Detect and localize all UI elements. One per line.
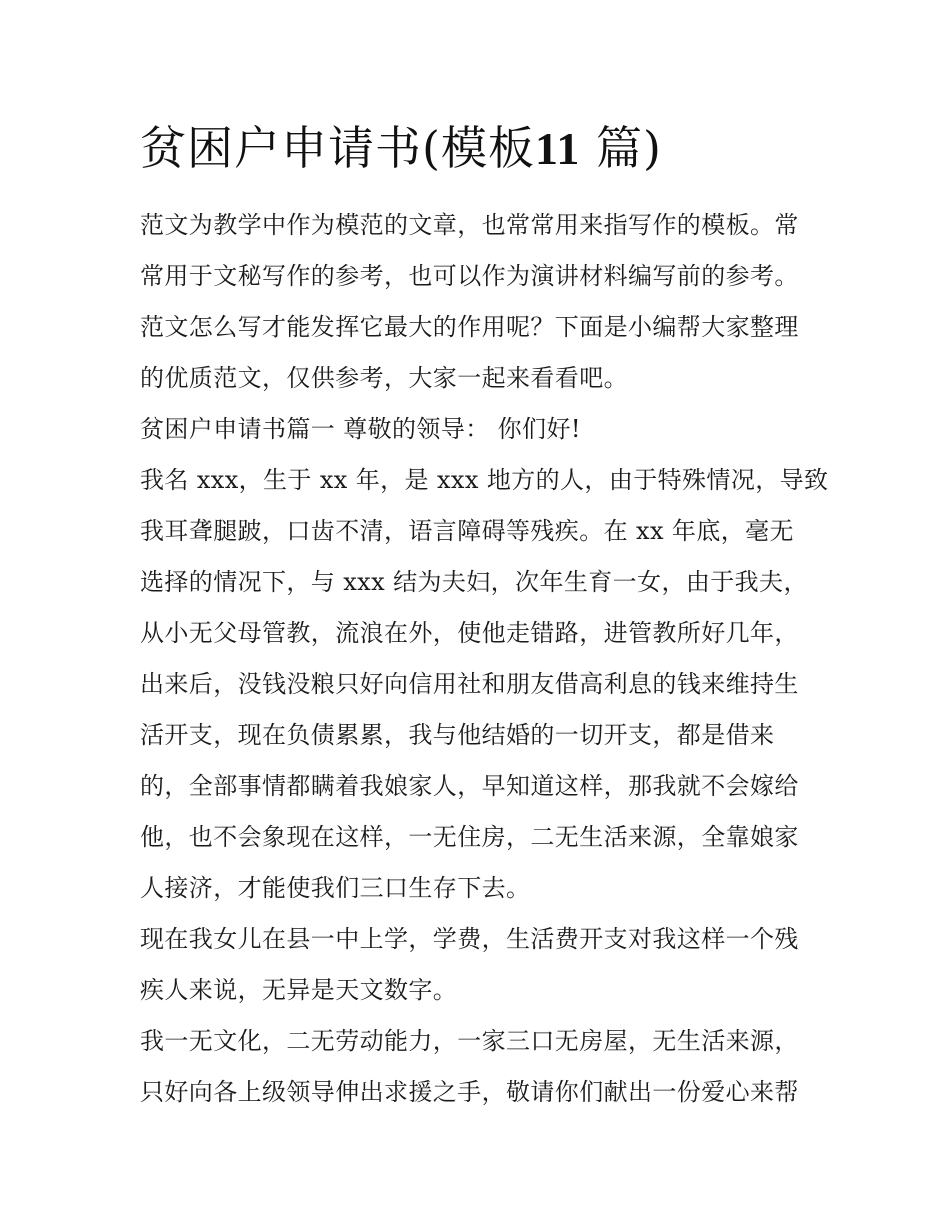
body-line: 他，也不会象现在这样，一无住房，二无生活来源，全靠娘家 <box>140 823 799 851</box>
body-line: 选择的情况下，与 xxx 结为夫妇，次年生育一女，由于我夫， <box>140 568 808 596</box>
body-line: 人接济，才能使我们三口生存下去。 <box>140 874 531 902</box>
intro-line-1: 范文为教学中作为模范的文章，也常常用来指写作的模板。常 <box>140 211 799 239</box>
section-heading-line: 贫困户申请书篇一 尊敬的领导： 你们好! <box>140 415 581 443</box>
body-line: 我耳聋腿跛，口齿不清，语言障碍等残疾。在 xx 年底，毫无 <box>140 517 794 545</box>
document-title <box>140 118 662 179</box>
body-line: 出来后，没钱没粮只好向信用社和朋友借高利息的钱来维持生 <box>140 670 799 698</box>
title-suffix: 篇) <box>596 121 662 175</box>
title-number: 11 <box>534 123 581 174</box>
body-line: 只好向各上级领导伸出求援之手，敬请你们献出一份爱心来帮 <box>140 1078 799 1106</box>
intro-line-2: 常用于文秘写作的参考，也可以作为演讲材料编写前的参考。 <box>140 262 799 290</box>
document-body <box>140 200 829 1118</box>
title-space <box>580 121 596 175</box>
body-line: 活开支，现在负债累累，我与他结婚的一切开支，都是借来 <box>140 721 775 749</box>
intro-line-4: 的优质范文，仅供参考，大家一起来看看吧。 <box>140 364 628 392</box>
body-line: 的，全部事情都瞒着我娘家人，早知道这样，那我就不会嫁给 <box>140 772 799 800</box>
body-line: 疾人来说，无异是天文数字。 <box>140 976 458 1004</box>
body-line: 从小无父母管教，流浪在外，使他走错路，进管教所好几年， <box>140 619 799 647</box>
intro-line-3: 范文怎么写才能发挥它最大的作用呢？下面是小编帮大家整理 <box>140 313 799 341</box>
body-line: 我一无文化，二无劳动能力，一家三口无房屋，无生活来源， <box>140 1027 799 1055</box>
body-line: 我名 xxx，生于 xx 年，是 xxx 地方的人，由于特殊情况，导致 <box>140 466 829 494</box>
title-prefix: 贫困户申请书(模板 <box>140 121 535 175</box>
body-line: 现在我女儿在县一中上学，学费，生活费开支对我这样一个残 <box>140 925 799 953</box>
